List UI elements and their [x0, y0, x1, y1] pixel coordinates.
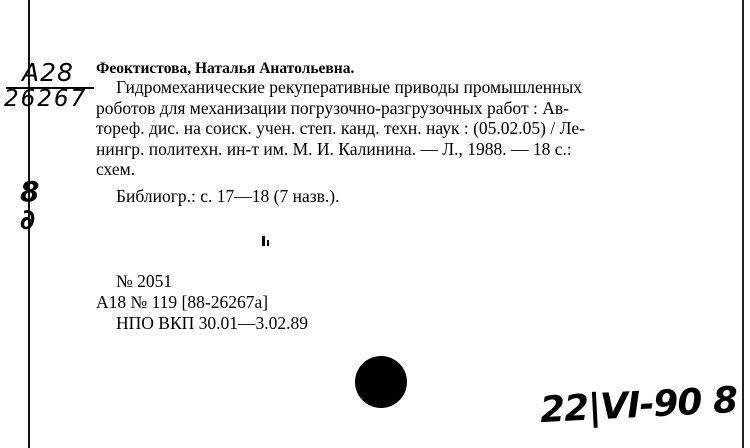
title-line: роботов для механизации погрузочно-разгрузочных работ : Ав- [96, 97, 569, 118]
ink-speck [262, 236, 265, 246]
ink-speck [267, 240, 269, 246]
npo-line: НПО ВКП 30.01—3.02.89 [116, 313, 309, 333]
title-line: тореф. дис. на соиск. учен. степ. канд. техн. наук : (05.02.05) / Ле- [96, 118, 585, 138]
punch-hole [355, 356, 407, 408]
card-number: № 2051 [116, 271, 173, 291]
handwritten-date: 22|VI-90 8 [539, 379, 739, 432]
handwritten-mark: 8 ∂ [20, 175, 40, 236]
author-name: Феоктистова, Наталья Анатольевна. [96, 60, 355, 77]
registry-number: A18 № 119 [88-26267а] [96, 292, 269, 312]
title-block [96, 77, 700, 180]
card-right-border [742, 0, 744, 448]
bibliography: Библиогр.: с. 17—18 (7 назв.). [116, 186, 340, 206]
title-line: нингр. политехн. ин-т им. М. И. Калинина. — Л., 1988. — 18 с.: [96, 138, 572, 159]
shelf-mark-top: A28 [22, 58, 74, 87]
title-line: Гидромеханические рекуперативные приводы промышленных [116, 77, 583, 97]
shelf-mark-bottom: 26267 [4, 86, 88, 112]
title-line: схем. [96, 159, 136, 179]
